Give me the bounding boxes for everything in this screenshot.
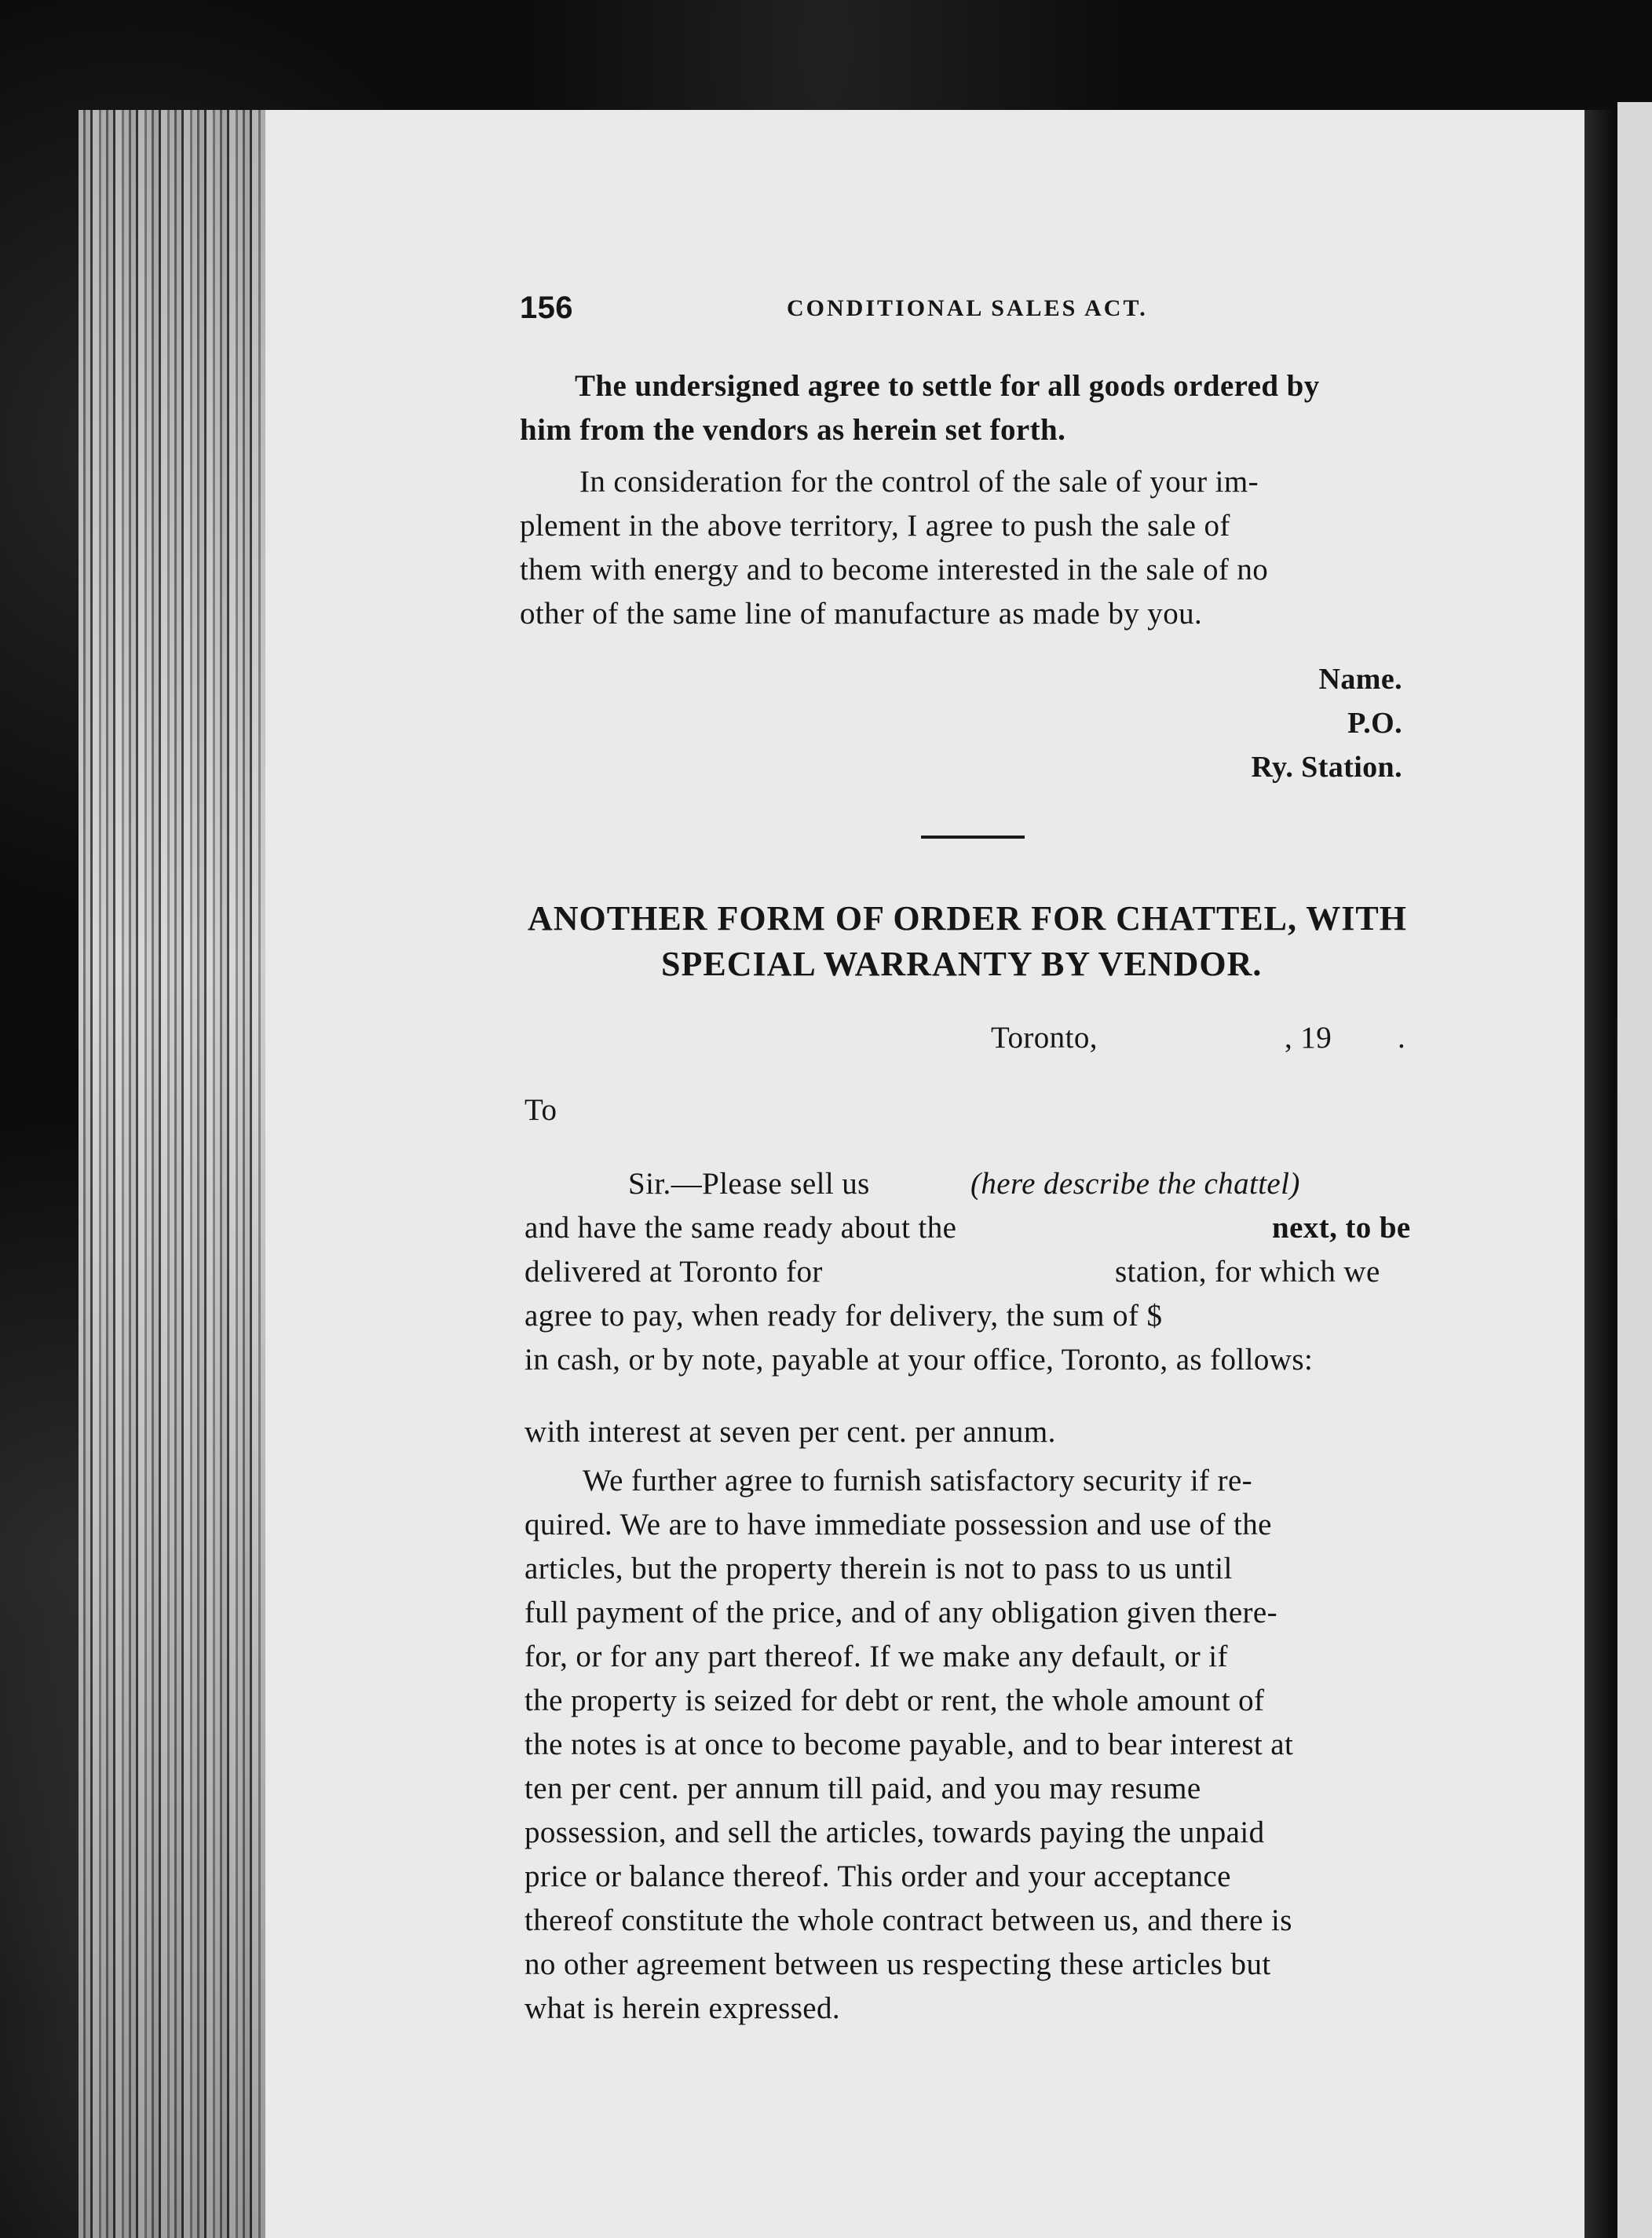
form-line-8: articles, but the property therein is not to pass to us until [524, 1552, 1233, 1585]
form-line-15: price or balance thereof. This order and your acceptance [524, 1860, 1231, 1893]
form-line-17: no other agreement between us respecting these articles but [524, 1947, 1271, 1981]
undertaking-line-4: plement in the above territory, I agree to push the sale of [520, 509, 1230, 543]
form-line-1b: next, to be [1272, 1211, 1411, 1245]
form-line-9: full payment of the price, and of any obligation given there- [524, 1596, 1278, 1629]
signature-po: P.O. [1347, 707, 1402, 740]
form-salutation: Sir.—Please sell us [628, 1167, 870, 1201]
signature-name: Name. [1318, 663, 1402, 696]
form-line-5: with interest at seven per cent. per annum. [524, 1415, 1056, 1449]
form-year: , 19 [1285, 1021, 1332, 1055]
undertaking-line-1: The undersigned agree to settle for all goods ordered by [575, 369, 1320, 403]
section-divider [921, 836, 1025, 839]
form-line-12: the notes is at once to become payable, and to bear interest at [524, 1728, 1294, 1761]
next-page-sliver [1617, 102, 1652, 2238]
form-line-10: for, or for any part thereof. If we make any default, or if [524, 1640, 1228, 1673]
page-number: 156 [520, 291, 573, 325]
gutter-shadow [1584, 110, 1616, 2238]
signature-station: Ry. Station. [1251, 751, 1402, 784]
form-line-3: agree to pay, when ready for delivery, the sum of $ [524, 1299, 1163, 1333]
undertaking-line-3: In consideration for the control of the sale of your im- [579, 465, 1259, 499]
form-line-14: possession, and sell the articles, towards paying the unpaid [524, 1816, 1265, 1849]
form-year-end: . [1398, 1021, 1406, 1055]
page-edges-shade [79, 110, 265, 2238]
form-line-1a: and have the same ready about the [524, 1211, 957, 1245]
running-title: CONDITIONAL SALES ACT. [787, 295, 1148, 321]
undertaking-line-5: them with energy and to become interested in the sale of no [520, 553, 1269, 587]
form-line-2a: delivered at Toronto for [524, 1255, 823, 1289]
form-line-4: in cash, or by note, payable at your office, Toronto, as follows: [524, 1343, 1314, 1377]
form-addressee: To [524, 1093, 557, 1127]
form-line-18: what is herein expressed. [524, 1991, 841, 2025]
form-line-11: the property is seized for debt or rent, the whole amount of [524, 1684, 1265, 1717]
form-line-6: We further agree to furnish satisfactory security if re- [583, 1464, 1253, 1497]
form-line-16: thereof constitute the whole contract between us, and there is [524, 1903, 1292, 1937]
form-place: Toronto, [991, 1021, 1098, 1055]
undertaking-line-6: other of the same line of manufacture as made by you. [520, 597, 1203, 631]
undertaking-line-2: him from the vendors as herein set forth. [520, 413, 1066, 447]
form-heading-line-1: ANOTHER FORM OF ORDER FOR CHATTEL, WITH [528, 899, 1407, 938]
form-line-2b: station, for which we [1115, 1255, 1380, 1289]
form-salutation-instruction: (here describe the chattel) [970, 1167, 1300, 1201]
form-line-13: ten per cent. per annum till paid, and you may resume [524, 1772, 1201, 1805]
form-heading-line-2: SPECIAL WARRANTY BY VENDOR. [661, 945, 1263, 983]
form-line-7: quired. We are to have immediate possession and use of the [524, 1508, 1272, 1541]
